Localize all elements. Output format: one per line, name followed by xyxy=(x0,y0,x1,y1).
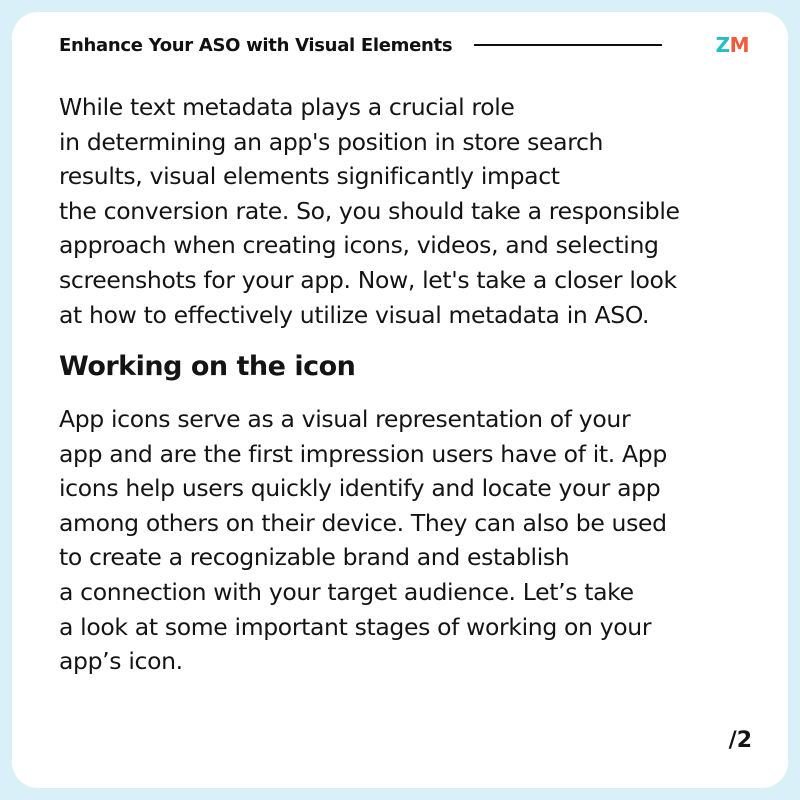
slide-header xyxy=(59,30,749,60)
page-number: /2 xyxy=(728,728,752,753)
section-line: among others on their device. They can also be used xyxy=(59,508,667,537)
intro-paragraph xyxy=(59,90,769,332)
zm-logo xyxy=(716,35,749,55)
section-line: App icons serve as a visual representation of your xyxy=(59,405,631,433)
section-line: app and are the first impression users have of it. App xyxy=(59,439,667,468)
section-line: to create a recognizable brand and establish xyxy=(59,543,570,572)
header-divider xyxy=(474,44,662,46)
section-line: app’s icon. xyxy=(59,647,183,676)
section-line: a connection with your target audience. Let’s take xyxy=(59,577,634,606)
header-title: Enhance Your ASO with Visual Elements xyxy=(59,34,453,56)
section-line: a look at some important stages of working on your xyxy=(59,612,652,641)
intro-line: While text metadata plays a crucial role xyxy=(59,93,515,121)
section-heading: Working on the icon xyxy=(59,351,356,382)
intro-line: the conversion rate. So, you should take a responsible xyxy=(59,196,680,225)
intro-line: in determining an app's position in store search xyxy=(59,127,604,156)
logo-letter-m: M xyxy=(729,33,749,57)
intro-line: at how to effectively utilize visual metadata in ASO. xyxy=(59,300,650,329)
intro-line: results, visual elements significantly impact xyxy=(59,162,560,191)
section-paragraph xyxy=(59,402,769,679)
slide-card xyxy=(12,12,788,788)
logo-letter-z: Z xyxy=(715,33,730,57)
intro-line: screenshots for your app. Now, let's take a closer look xyxy=(59,265,677,294)
section-line: icons help users quickly identify and locate your app xyxy=(59,474,661,503)
intro-line: approach when creating icons, videos, and selecting xyxy=(59,231,659,260)
